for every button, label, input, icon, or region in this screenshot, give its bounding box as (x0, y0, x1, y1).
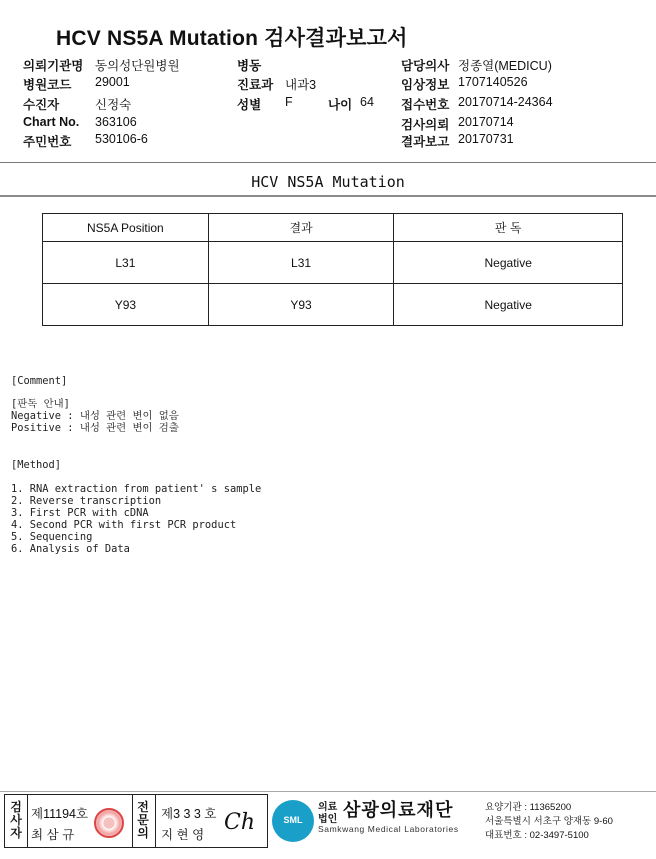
org-prefix-top: 의료 (318, 802, 338, 813)
specialist-signature: Ch (224, 810, 256, 835)
org-english-name: Samkwang Medical Laboratories (318, 824, 459, 834)
header-interpretation: 판 독 (394, 214, 623, 242)
info-clinical-info: 임상정보 1707140526 (401, 75, 528, 92)
section-title: HCV NS5A Mutation (251, 173, 405, 191)
comment-subheading: [판독 안내] (11, 398, 70, 410)
cell-position: Y93 (43, 284, 209, 326)
info-ward: 병동 (237, 59, 262, 73)
examiner-label: 검 사 자 (10, 800, 22, 840)
results-table (42, 213, 623, 326)
cell-interpretation: Negative (394, 242, 623, 284)
results-table-header (43, 214, 623, 242)
org-info-line: 대표번호 : 02-3497-5100 (485, 830, 589, 841)
info-patient-name: 수진자 신정숙 (23, 98, 132, 112)
cell-position: L31 (43, 242, 209, 284)
comment-heading: [Comment] (11, 375, 68, 387)
method-step: 3. First PCR with cDNA (11, 507, 149, 519)
org-name: 삼광의료재단 (343, 800, 454, 820)
method-step: 1. RNA extraction from patient' s sample (11, 483, 262, 495)
info-chart-no: Chart No. 363106 (23, 115, 137, 129)
specialist-license: 제3 3 3 호 (161, 807, 217, 821)
method-step: 2. Reverse transcription (11, 495, 162, 507)
org-info-line: 서울특별시 서초구 양재동 9-60 (485, 816, 613, 827)
header-divider (0, 162, 656, 163)
info-report-date: 결과보고 20170731 (401, 132, 514, 149)
cell-result: L31 (208, 242, 394, 284)
info-department: 진료과 내과3 (237, 78, 317, 92)
comment-line: Negative : 내성 관련 변이 없음 (11, 410, 179, 422)
org-prefix-bottom: 법인 (318, 814, 338, 825)
header-result: 결과 (208, 214, 394, 242)
method-heading: [Method] (11, 459, 62, 471)
info-requesting-institution: 의뢰기관명 동의성단원병원 (23, 59, 180, 73)
cell-interpretation: Negative (394, 284, 623, 326)
method-step: 5. Sequencing (11, 531, 93, 543)
info-hospital-code: 병원코드 29001 (23, 75, 130, 92)
sml-logo-icon: SML (272, 800, 314, 842)
method-step: 4. Second PCR with first PCR product (11, 519, 237, 531)
info-sex: 성별 F (237, 95, 293, 112)
footer-divider (0, 791, 656, 792)
specialist-name: 지 현 영 (161, 828, 205, 842)
examiner-license: 제11194호 (31, 807, 89, 821)
examiner-seal-icon (94, 808, 124, 838)
section-divider (0, 195, 656, 197)
table-row (43, 284, 623, 326)
cell-result: Y93 (208, 284, 394, 326)
method-step: 6. Analysis of Data (11, 543, 130, 555)
header-position: NS5A Position (43, 214, 209, 242)
info-resident-no: 주민번호 530106-6 (23, 132, 148, 149)
org-info-line: 요양기관 : 11365200 (485, 802, 572, 813)
report-title: HCV NS5A Mutation 검사결과보고서 (56, 27, 408, 50)
table-row (43, 242, 623, 284)
specialist-label: 전 문 의 (137, 800, 149, 840)
info-age: 나이 64 (328, 95, 374, 112)
examiner-name: 최 삼 규 (31, 828, 75, 842)
info-receipt-no: 접수번호 20170714-24364 (401, 95, 553, 112)
info-request-date: 검사의뢰 20170714 (401, 115, 514, 132)
info-attending-doctor: 담당의사 정종열(MEDICU) (401, 59, 552, 73)
comment-line: Positive : 내성 관련 변이 검출 (11, 422, 179, 434)
